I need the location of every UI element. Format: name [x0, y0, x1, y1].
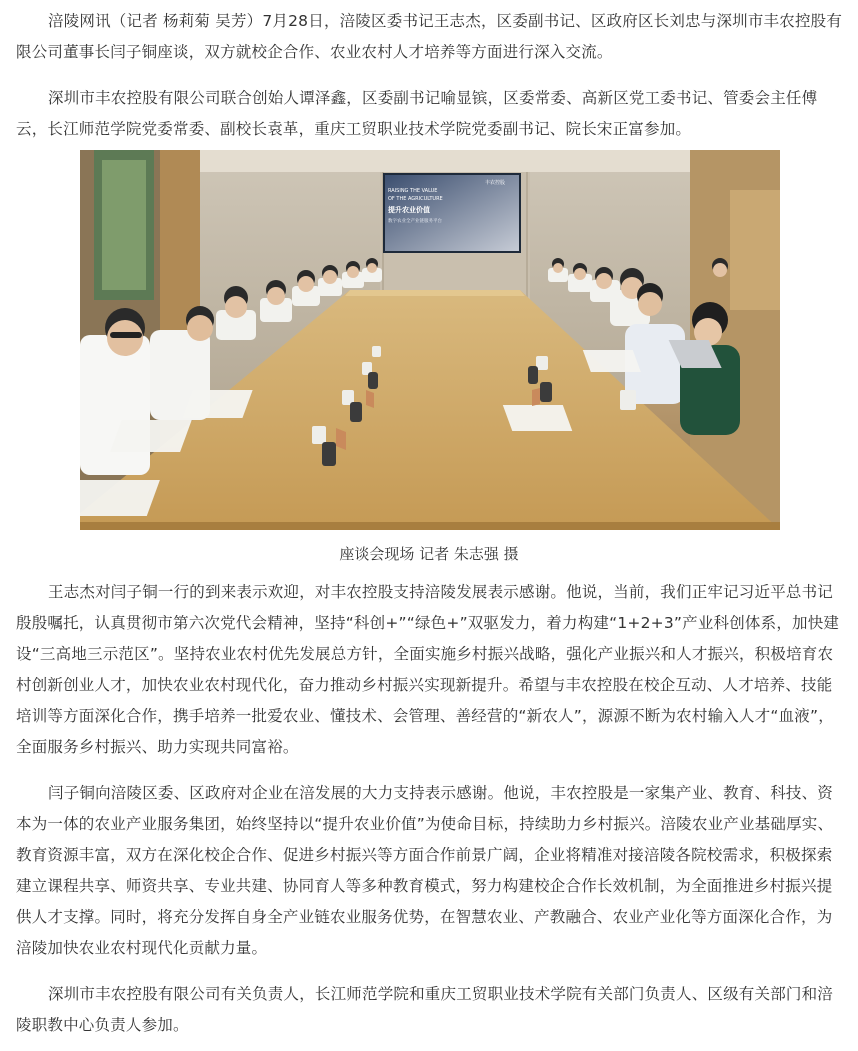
screen-subtitle: 数字农业全产业链服务平台 — [388, 219, 442, 224]
paragraph-participants: 深圳市丰农控股有限公司有关负责人，长江师范学院和重庆工贸职业技术学院有关部门负责人、区级有关部门和涪陵职教中心负责人参加。 — [16, 985, 834, 1034]
paragraph-wang-remarks: 王志杰对闫子铜一行的到来表示欢迎，对丰农控股支持涪陵发展表示感谢。他说，当前，我们正牢记习近平总书记殷殷嘱托，认真贯彻市第六次党代会精神，坚持“科创+”“绿色+”双驱发力，着力构建“1+2+3”产业科创体系，加快建设“三高地三示范区”。坚持农业农村优先发展总方针，全面实施乡村振兴战略，强化产业振兴和人才振兴，积极培育农村创新创业人才，加快农业农村现代化，奋力推动乡村振兴实现新提升。希望与丰农控股在校企互动、人才培养、技能培训等方面深化合作，携手培养一批爱农业、懂技术、会管理、善经营的“新农人”，源源不断为农村输入人才“血液”，全面服务乡村振兴、助力实现共同富裕。 — [16, 583, 840, 756]
screen-title: 提升农业价值 — [388, 206, 430, 214]
screen-logo: 丰农控股 — [485, 180, 506, 186]
paragraph-attendees: 深圳市丰农控股有限公司联合创始人谭泽鑫，区委副书记喻显镔，区委常委、高新区党工委书记、管委会主任傅云，长江师范学院党委常委、副校长袁革，重庆工贸职业技术学院党委副书记、院长宋正富参加。 — [16, 89, 818, 138]
screen-line1: RAISING THE VALUE — [388, 188, 438, 194]
meeting-photo — [80, 150, 780, 530]
paragraph-intro: 涪陵网讯（记者 杨莉菊 吴芳）7月28日，涪陵区委书记王志杰，区委副书记、区政府区长刘忠与深圳市丰农控股有限公司董事长闫子铜座谈，双方就校企合作、农业农村人才培养等方面进行深入交流。 — [16, 12, 843, 61]
article-bottom — [16, 577, 846, 1041]
photo-caption: 座谈会现场 记者 朱志强 摄 — [339, 545, 519, 563]
screen-line2: OF THE AGRICULTURE — [388, 196, 443, 202]
article-top — [16, 0, 846, 145]
paragraph-yan-remarks: 闫子铜向涪陵区委、区政府对企业在涪发展的大力支持表示感谢。他说，丰农控股是一家集产业、教育、科技、资本为一体的农业产业服务集团，始终坚持以“提升农业价值”为使命目标，持续助力乡村振兴。涪陵农业产业基础厚实、教育资源丰富，双方在深化校企合作、促进乡村振兴等方面合作前景广阔，企业将精准对接涪陵各院校需求，积极探索建立课程共享、师资共享、专业共建、协同育人等多种教育模式，努力构建校企合作长效机制，为全面推进乡村振兴提供人才支撑。同时，将充分发挥自身全产业链农业服务优势，在智慧农业、产教融合、农业产业化等方面深化合作，为涪陵加快农业农村现代化贡献力量。 — [16, 784, 834, 957]
meeting-photo-illustration — [80, 150, 780, 530]
